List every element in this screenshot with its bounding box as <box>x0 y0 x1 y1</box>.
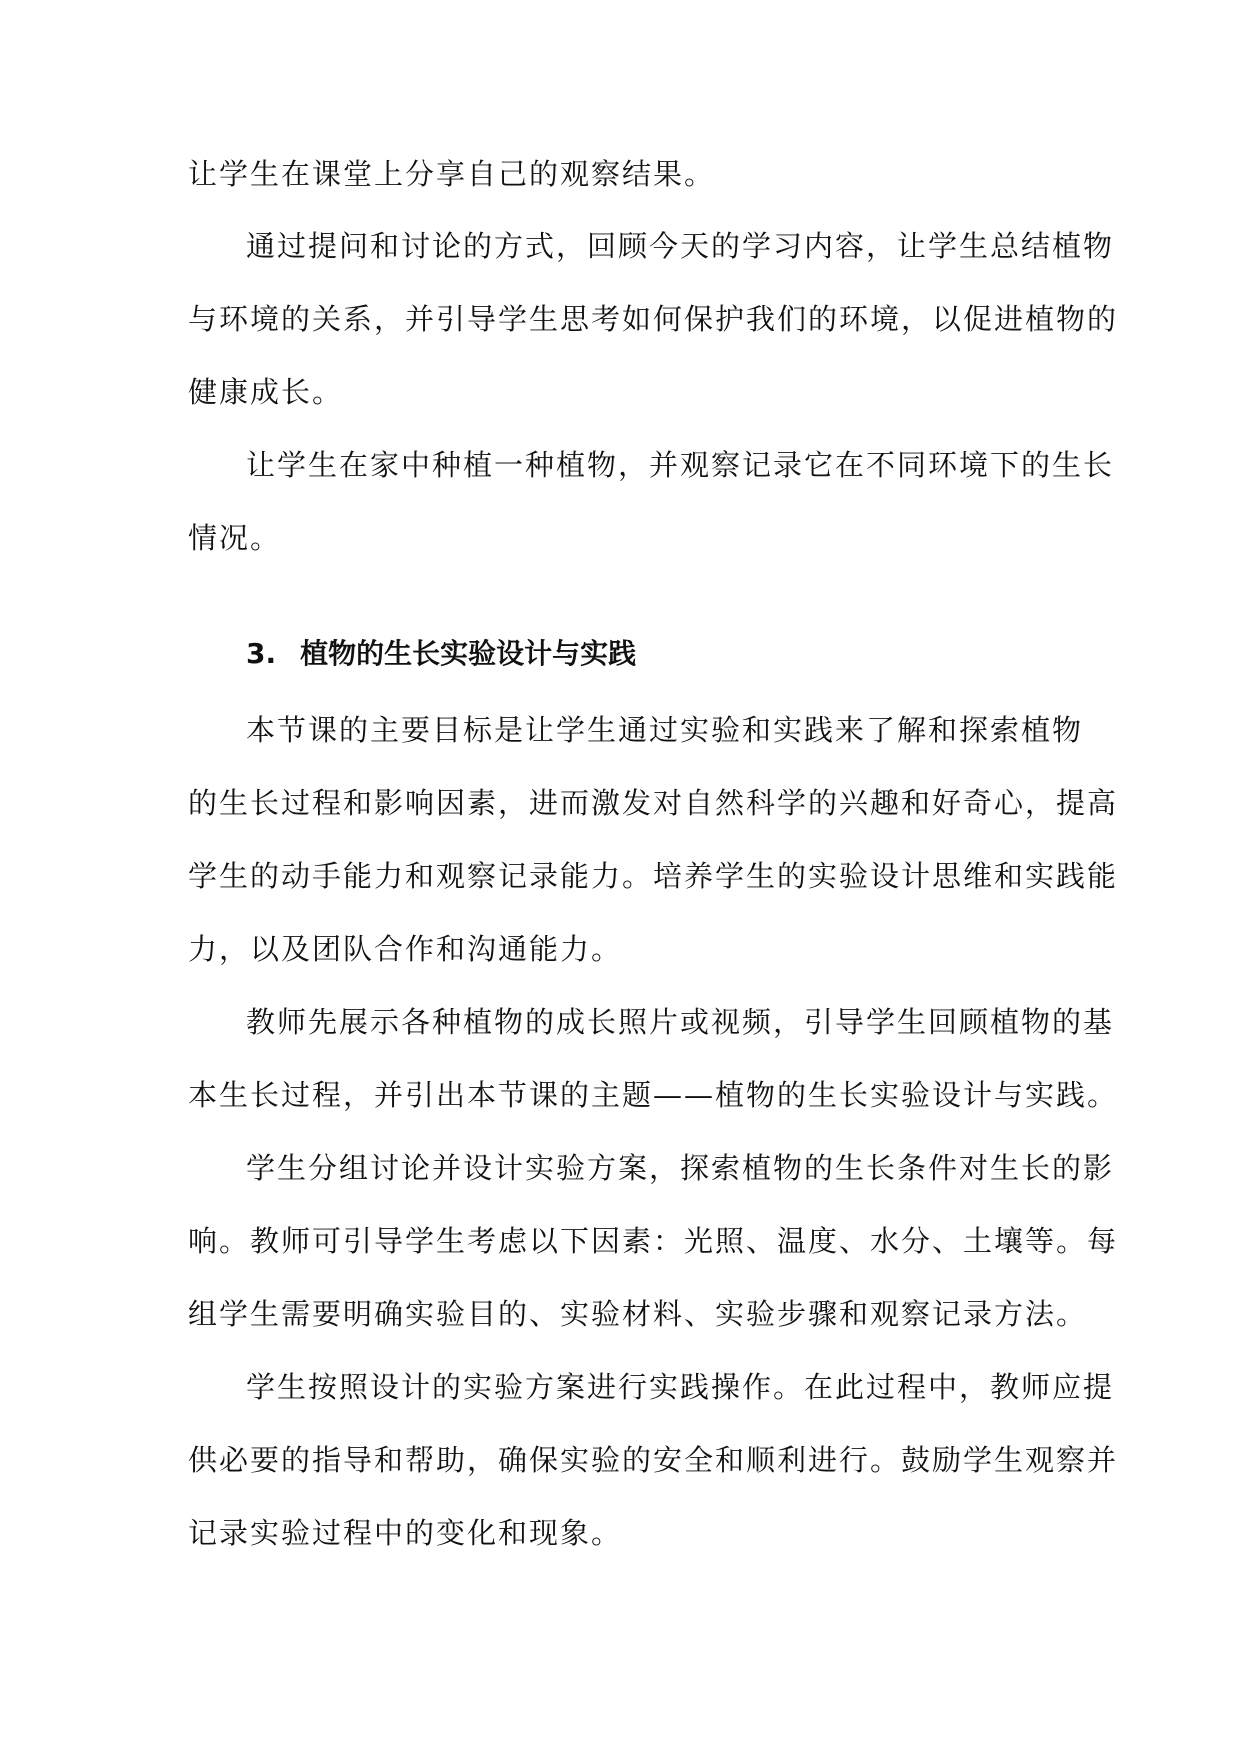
section-number: 3. <box>246 637 277 670</box>
paragraph-line: 组学生需要明确实验目的、实验材料、实验步骤和观察记录方法。 <box>188 1297 1088 1331</box>
paragraph-line: 本生长过程，并引出本节课的主题——植物的生长实验设计与实践。 <box>188 1078 1119 1112</box>
paragraph-line: 的生长过程和影响因素，进而激发对自然科学的兴趣和好奇心，提高 <box>188 786 1119 820</box>
paragraph-line: 让学生在家中种植一种植物，并观察记录它在不同环境下的生长 <box>246 448 1115 482</box>
paragraph-line: 记录实验过程中的变化和现象。 <box>188 1516 623 1550</box>
paragraph-line: 情况。 <box>188 521 282 555</box>
paragraph-line: 学生按照设计的实验方案进行实践操作。在此过程中，教师应提 <box>246 1370 1115 1404</box>
paragraph-line: 本节课的主要目标是让学生通过实验和实践来了解和探索植物 <box>246 713 1084 747</box>
paragraph-line: 与环境的关系，并引导学生思考如何保护我们的环境，以促进植物的 <box>188 302 1119 336</box>
paragraph-line: 力，以及团队合作和沟通能力。 <box>188 932 623 966</box>
paragraph-line: 让学生在课堂上分享自己的观察结果。 <box>188 157 716 191</box>
paragraph-line: 学生分组讨论并设计实验方案，探索植物的生长条件对生长的影 <box>246 1151 1115 1185</box>
section-heading <box>246 637 637 670</box>
paragraph-line: 健康成长。 <box>188 375 344 409</box>
paragraph-line: 供必要的指导和帮助，确保实验的安全和顺利进行。鼓励学生观察并 <box>188 1443 1119 1477</box>
paragraph-line: 响。教师可引导学生考虑以下因素：光照、温度、水分、土壤等。每 <box>188 1224 1119 1258</box>
paragraph-line: 教师先展示各种植物的成长照片或视频，引导学生回顾植物的基 <box>246 1005 1115 1039</box>
section-title: 植物的生长实验设计与实践 <box>300 637 637 670</box>
paragraph-line: 通过提问和讨论的方式，回顾今天的学习内容，让学生总结植物 <box>246 229 1115 263</box>
paragraph-line: 学生的动手能力和观察记录能力。培养学生的实验设计思维和实践能 <box>188 859 1119 893</box>
